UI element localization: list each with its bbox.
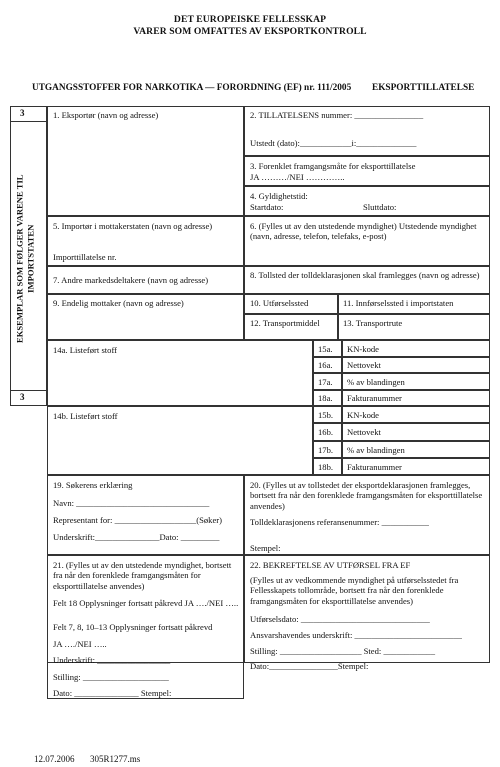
field-19-label: 19. Søkerens erklæring [53, 480, 133, 490]
field-14a-label: 14a. Listeført stoff [53, 345, 118, 355]
field-15b-label: KN-kode [347, 410, 379, 420]
field-15a-label: KN-kode [347, 344, 379, 354]
field-19-signature: Underskrift:_______________Dato: _________ [53, 532, 220, 542]
field-19-representative: Representant for: ___________________(Søker) [53, 515, 222, 525]
field-4-start: Startdato: [250, 202, 284, 212]
field-20-reference: Tolldeklarasjonens referansenummer: ___________ [250, 517, 429, 527]
field-16b-num: 16b. [318, 427, 334, 437]
field-22-signature: Ansvarshavendes underskrift: _________________________ [250, 630, 462, 640]
field-5-label: 5. Importør i mottakerstaten (navn og adresse) [53, 221, 213, 231]
copy-number: 3 [20, 108, 25, 118]
field-6-label: 6. (Fylles ut av den utstedende myndighet) Utstedende myndighet (navn, adresse, telefon, telefaks, e-post) [250, 221, 477, 242]
regulation-title: UTGANGSSTOFFER FOR NARKOTIKA — FORORDNING (EF) nr. 111/2005 [32, 83, 352, 93]
field-14b-label: 14b. Listeført stoff [53, 411, 118, 421]
field-21-field7: Felt 7, 8, 10–13 Opplysninger fortsatt påkrevd [53, 622, 213, 632]
field-11-label: 11. Innførselssted i importstaten [343, 298, 454, 308]
field-3-label: 3. Forenklet framgangsmåte for eksporttillatelse [250, 161, 416, 171]
field-7-label: 7. Andre markedsdeltakere (navn og adresse) [53, 275, 209, 285]
field-16a-label: Nettovekt [347, 360, 381, 370]
field-21-signature: Underskrift: _________________ [53, 655, 171, 665]
field-22-position: Stilling: ___________________ Sted: ____________ [250, 646, 436, 656]
field-12-label: 12. Transportmiddel [250, 318, 320, 328]
field-18b-num: 18b. [318, 462, 334, 472]
field-22-label: 22. BEKREFTELSE AV UTFØRSEL FRA EF [250, 560, 411, 570]
field-4-end: Sluttdato: [363, 202, 397, 212]
field-16a-num: 16a. [318, 360, 333, 370]
copy-destination-text: EKSEMPLAR SOM FØLGER VARENE TIL IMPORTSTATEN [14, 174, 35, 344]
field-21-date: Dato: _______________ Stempel: [53, 688, 172, 698]
copy-number-bottom-cell [10, 390, 47, 406]
header-title-line2: VARER SOM OMFATTES AV EKSPORTKONTROLL [133, 26, 367, 37]
field-15a-num: 15a. [318, 344, 333, 354]
field-21-field18: Felt 18 Opplysninger fortsatt påkrevd JA …./NEI ….. [53, 598, 239, 608]
field-2-issued: Utstedt (dato):____________i:______________ [250, 138, 417, 148]
field-10-label: 10. Utførselssted [250, 298, 309, 308]
footer-reference: 305R1277.ms [90, 754, 141, 764]
field-15b-num: 15b. [318, 410, 334, 420]
header-title-line1: DET EUROPEISKE FELLESSKAP [173, 14, 327, 25]
field-17a-num: 17a. [318, 377, 333, 387]
field-1-exporter[interactable] [47, 106, 244, 216]
field-2-label: 2. TILLATELSENS nummer: ________________ [250, 110, 424, 120]
field-4-label: 4. Gyldighetstid: [250, 191, 308, 201]
field-17a-label: % av blandingen [347, 377, 405, 387]
field-20-label: 20. (Fylles ut av tollstedet der eksportdeklarasjonen framlegges, bortsett fra når den forenklede framgangsmåten for eksporttillatelse anvendes) [250, 480, 483, 511]
field-17b-num: 17b. [318, 445, 334, 455]
field-21-position: Stilling: ____________________ [53, 672, 169, 682]
document-type: EKSPORTTILLATELSE [372, 83, 475, 93]
footer-date: 12.07.2006 [34, 754, 75, 764]
field-1-label: 1. Eksportør (navn og adresse) [53, 110, 159, 120]
field-21-field7-yesno: JA …./NEI ….. [53, 639, 107, 649]
field-18a-label: Fakturanummer [347, 393, 402, 403]
field-5-permit: Importtillatelse nr. [53, 252, 117, 262]
field-9-label: 9. Endelig mottaker (navn og adresse) [53, 298, 184, 308]
field-22-exit-date: Utførselsdato: ______________________________ [250, 614, 430, 624]
copy-number-cell [10, 106, 47, 122]
copy-number-bottom: 3 [20, 392, 25, 402]
field-18a-num: 18a. [318, 393, 333, 403]
field-3-yesno: JA ………/NEI ………….. [250, 172, 345, 182]
field-22-stamp: Dato:________________Stempel: [250, 661, 369, 671]
field-18b-label: Fakturanummer [347, 462, 402, 472]
field-17b-label: % av blandingen [347, 445, 405, 455]
field-19-name: Navn: _______________________________ [53, 498, 210, 508]
field-8-label: 8. Tollsted der tolldeklarasjonen skal framlegges (navn og adresse) [250, 270, 480, 280]
field-21-label: 21. (Fylles ut av den utstedende myndighet, bortsett fra når den forenklede framgangsmåten for eksporttillatelse anvendes) [53, 560, 232, 591]
field-20-stamp: Stempel: [250, 543, 281, 553]
field-22-note: (Fylles ut av vedkommende myndighet på utførselsstedet fra Fellesskapets tollområde, bortsett fra når den forenklede framgangsmåten for eksporttillatelse anvendes) [250, 575, 459, 606]
field-13-label: 13. Transportrute [343, 318, 403, 328]
field-16b-label: Nettovekt [347, 427, 381, 437]
